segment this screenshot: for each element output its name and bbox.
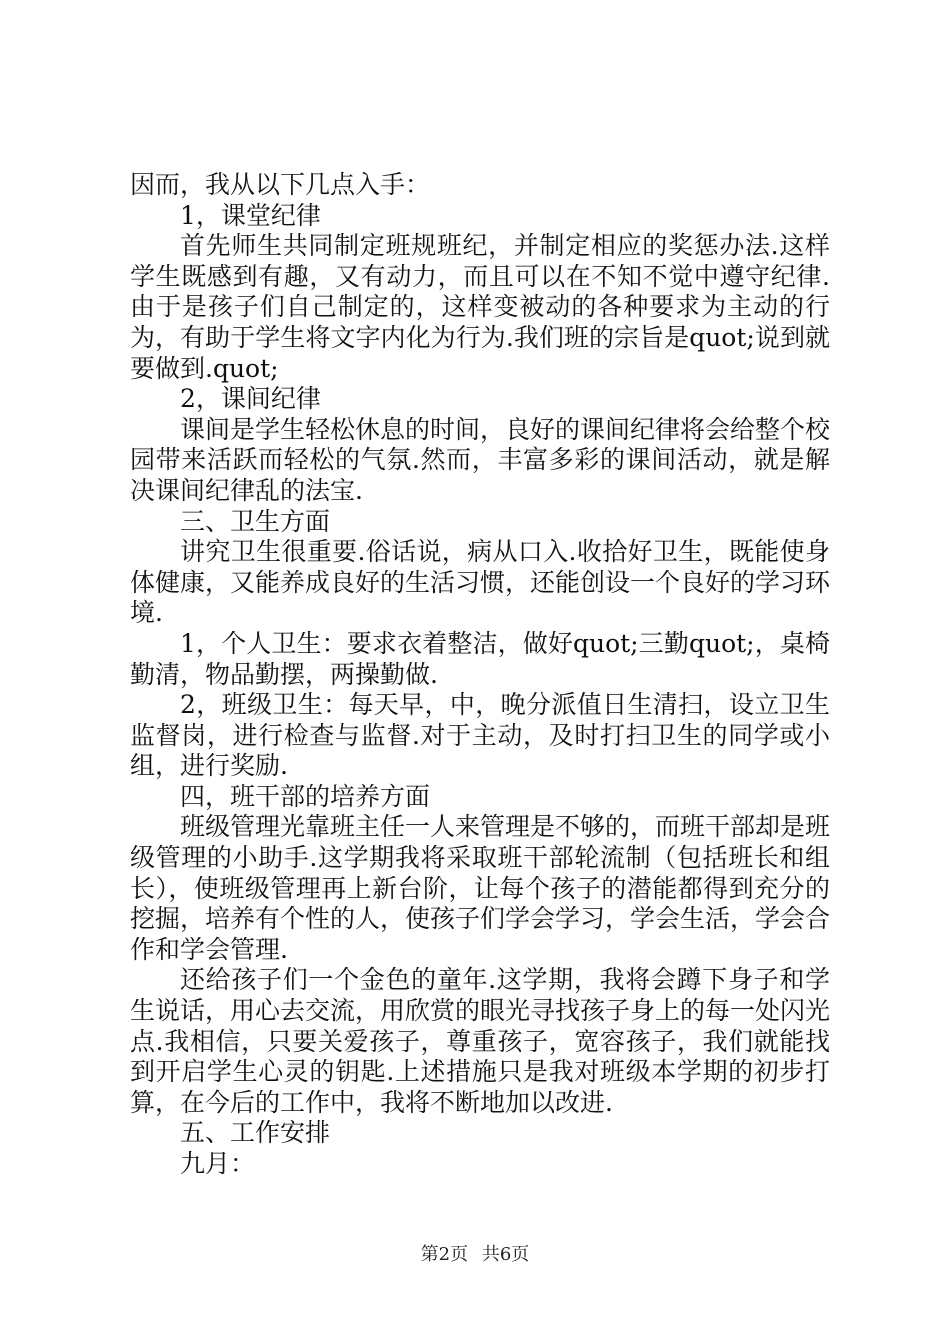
paragraph-september: 九月： [180, 1149, 256, 1178]
paragraph-class-cadre: 班级管理光靠班主任一人来管理是不够的，而班干部却是班级管理的小助手.这学期我将采取班干部轮流制（包括班长和组长），使班级管理再上新台阶，让每个孩子的潜能都得到充分的挖掘，培养有个性的人，使孩子们学会学习，学会生活，学会合作和学会管理. [130, 812, 831, 964]
heading-classroom-discipline: 1，课堂纪律 [180, 200, 321, 230]
document-body [130, 170, 830, 1180]
paragraph-break-discipline: 课间是学生轻松休息的时间，良好的课间纪律将会给整个校园带来活跃而轻松的气氛.然而，丰富多彩的课间活动，就是解决课间纪律乱的法宝. [130, 414, 831, 505]
paragraph-hygiene: 讲究卫生很重要.俗话说，病从口入.收拾好卫生，既能使身体健康，又能养成良好的生活习惯，还能创设一个良好的学习环境. [130, 537, 831, 628]
heading-break-discipline: 2，课间纪律 [180, 384, 321, 414]
heading-work-schedule: 五、工作安排 [180, 1118, 331, 1148]
paragraph-golden-childhood: 还给孩子们一个金色的童年.这学期，我将会蹲下身子和学生说话，用心去交流，用欣赏的眼光寻找孩子身上的每一处闪光点.我相信，只要关爱孩子，尊重孩子，宽容孩子，我们就能找到开启学生心灵的钥匙.上述措施只是我对班级本学期的初步打算，在今后的工作中，我将不断地加以改进. [130, 965, 831, 1117]
heading-class-cadre: 四，班干部的培养方面 [180, 781, 431, 811]
paragraph-class-hygiene: 2，班级卫生：每天早，中，晚分派值日生清扫，设立卫生监督岗，进行检查与监督.对于主动，及时打扫卫生的同学或小组，进行奖励. [130, 690, 830, 781]
page-total: 共6页 [481, 1244, 530, 1265]
paragraph-intro: 因而，我从以下几点入手： [130, 170, 431, 199]
page-number: 第2页 [420, 1244, 469, 1265]
page-footer [0, 1244, 950, 1266]
paragraph-classroom-discipline: 首先师生共同制定班规班纪，并制定相应的奖惩办法.这样学生既感到有趣，又有动力，而且可以在不知不觉中遵守纪律.由于是孩子们自己制定的，这样变被动的各种要求为主动的行为，有助于学生将文字内化为行为.我们班的宗旨是quot;说到就要做到.quot; [130, 231, 830, 383]
paragraph-personal-hygiene: 1，个人卫生：要求衣着整洁，做好quot;三勤quot;，桌椅勤清，物品勤摆，两操勤做. [130, 628, 830, 689]
heading-hygiene: 三、卫生方面 [180, 506, 331, 536]
